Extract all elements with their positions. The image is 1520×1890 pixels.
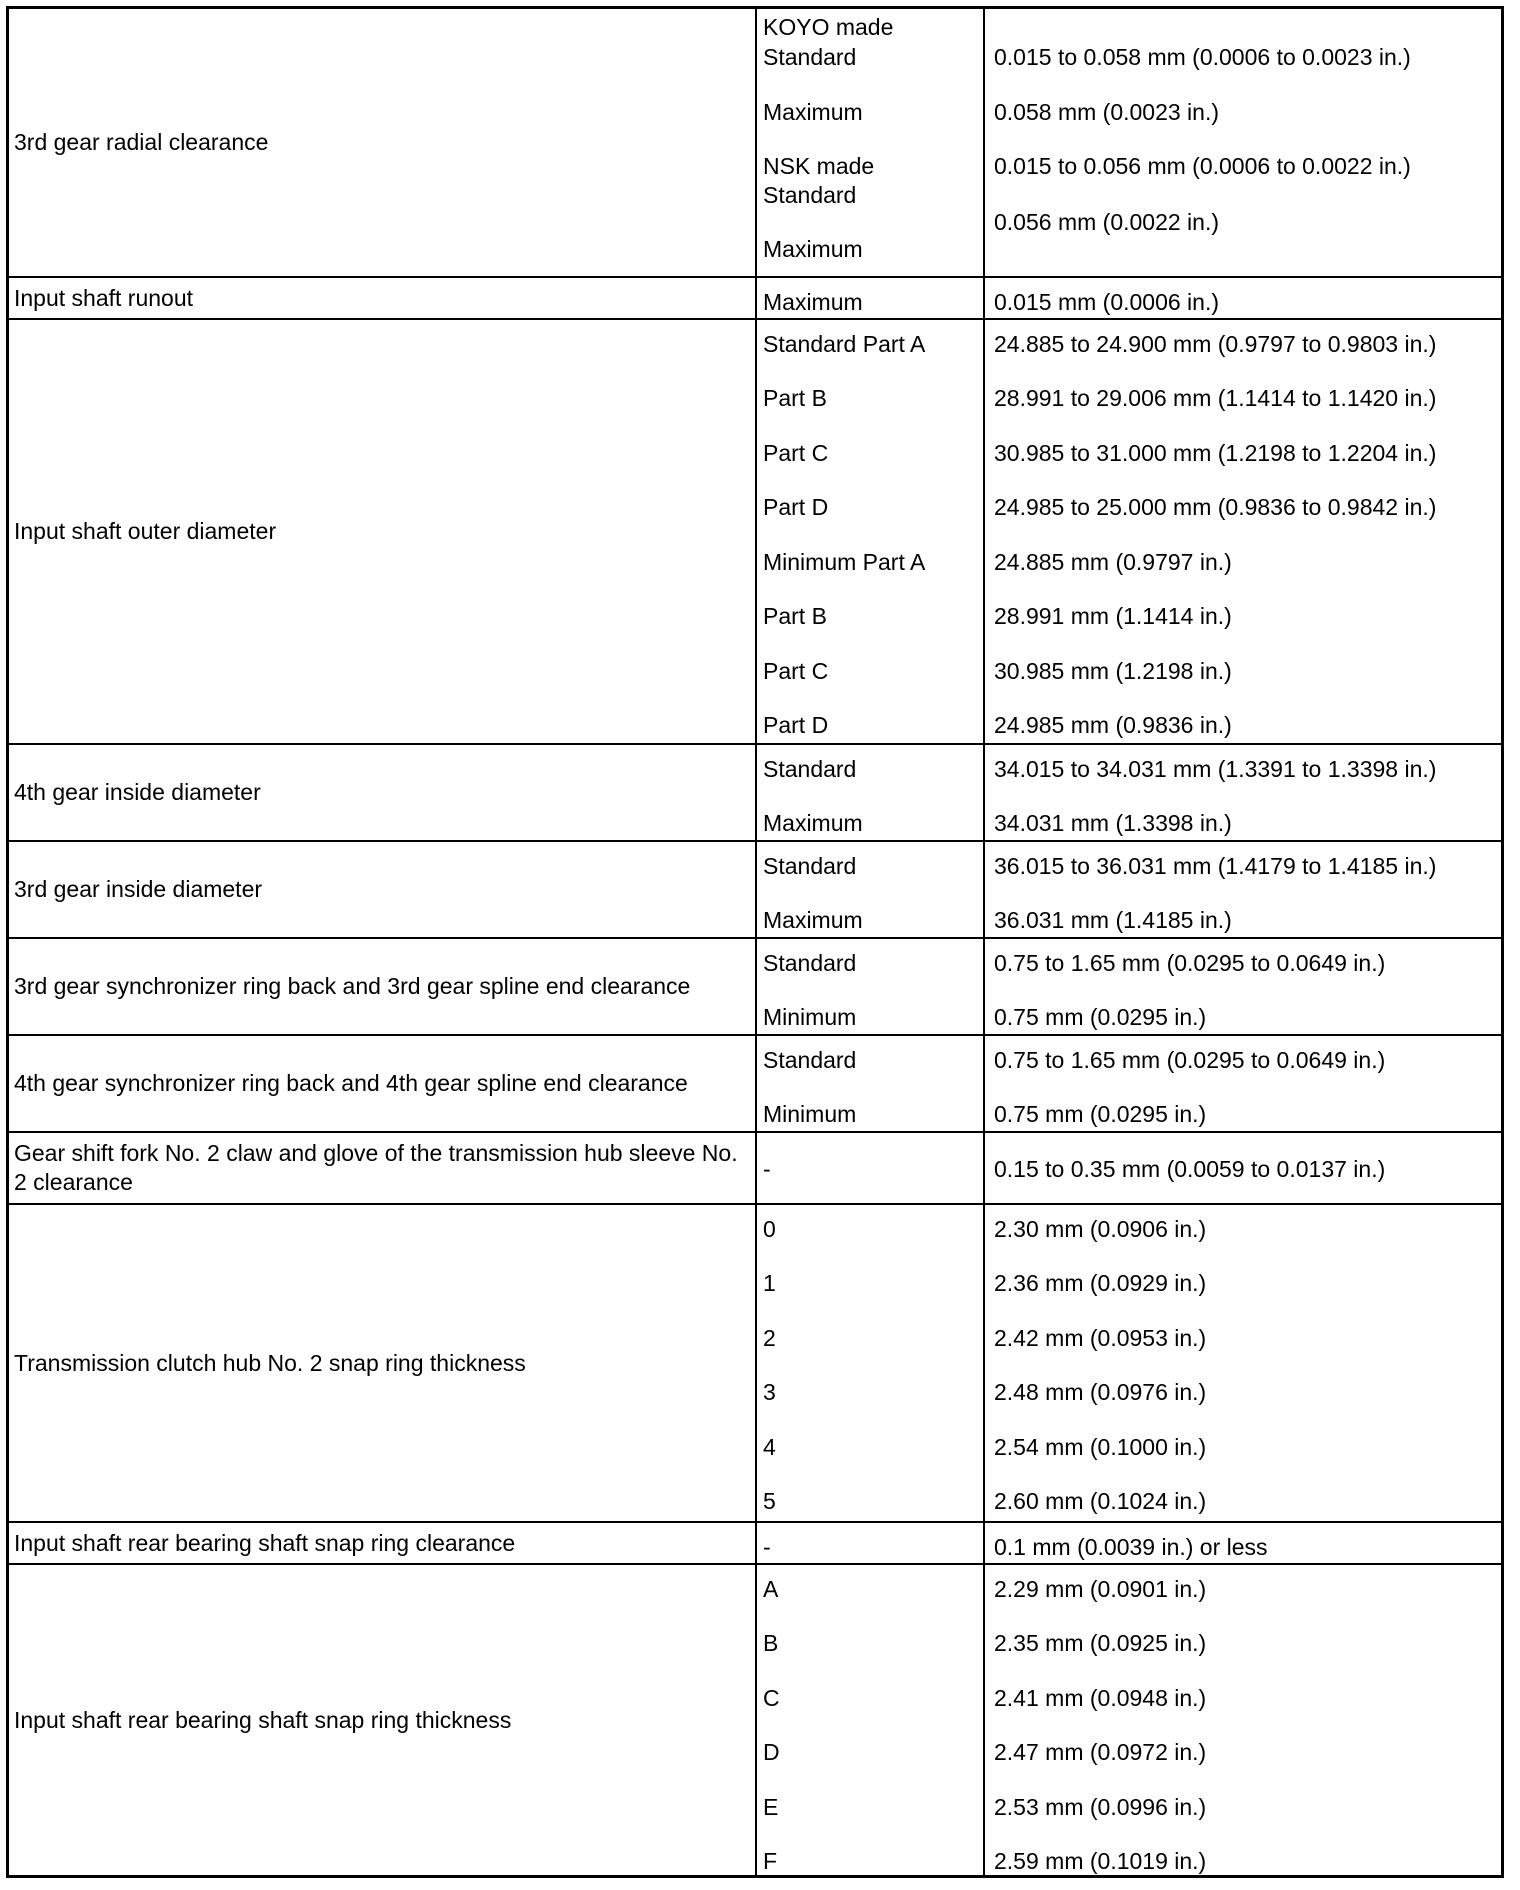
condition-label: 4	[763, 1434, 776, 1460]
spec-value: 0.15 to 0.35 mm (0.0059 to 0.0137 in.)	[994, 1156, 1386, 1182]
table-row	[9, 1131, 1501, 1203]
spec-value: 0.015 to 0.056 mm (0.0006 to 0.0022 in.)	[994, 153, 1411, 179]
condition-label: 0	[763, 1216, 776, 1242]
spec-value: 24.885 to 24.900 mm (0.9797 to 0.9803 in.)	[994, 331, 1437, 357]
table-row	[9, 840, 1501, 937]
spec-value: 2.48 mm (0.0976 in.)	[994, 1379, 1207, 1405]
item-label: 4th gear synchronizer ring back and 4th gear spline end clearance	[14, 1070, 688, 1096]
condition-label: C	[763, 1685, 780, 1711]
item-cell	[9, 1205, 757, 1521]
value-cell	[985, 1133, 1501, 1203]
condition-label: Maximum	[763, 907, 863, 933]
condition-label: 1	[763, 1270, 776, 1296]
table-row	[9, 276, 1501, 318]
condition-label: A	[763, 1576, 779, 1602]
condition-cell	[757, 320, 985, 743]
item-cell	[9, 1036, 757, 1131]
table-row	[9, 318, 1501, 743]
spec-value: 2.53 mm (0.0996 in.)	[994, 1794, 1207, 1820]
value-cell	[985, 745, 1501, 840]
spec-value: 0.75 mm (0.0295 in.)	[994, 1004, 1207, 1030]
spec-value: 2.60 mm (0.1024 in.)	[994, 1488, 1207, 1514]
condition-label: Standard	[763, 756, 857, 782]
condition-label: 3	[763, 1379, 776, 1405]
spec-value: 34.015 to 34.031 mm (1.3391 to 1.3398 in.)	[994, 756, 1437, 782]
condition-cell	[757, 939, 985, 1034]
item-label: Input shaft runout	[14, 284, 194, 311]
item-label: 4th gear inside diameter	[14, 779, 261, 805]
item-cell	[9, 745, 757, 840]
condition-label: Part B	[763, 385, 827, 411]
spec-value: 28.991 to 29.006 mm (1.1414 to 1.1420 in.)	[994, 385, 1437, 411]
table-row	[9, 743, 1501, 840]
value-cell	[985, 1565, 1501, 1875]
condition-label: E	[763, 1794, 779, 1820]
condition-cell	[757, 842, 985, 937]
item-label: 3rd gear inside diameter	[14, 876, 263, 902]
condition-label: 5	[763, 1488, 776, 1514]
condition-label: KOYO made	[763, 14, 894, 40]
value-cell	[985, 320, 1501, 743]
spec-value: 24.985 to 25.000 mm (0.9836 to 0.9842 in.)	[994, 494, 1437, 520]
table-row	[9, 9, 1501, 276]
spec-value: 0.015 to 0.058 mm (0.0006 to 0.0023 in.)	[994, 44, 1411, 70]
value-cell	[985, 1036, 1501, 1131]
spec-value: 0.058 mm (0.0023 in.)	[994, 99, 1220, 125]
condition-label: F	[763, 1848, 778, 1874]
spec-value: 2.29 mm (0.0901 in.)	[994, 1576, 1207, 1602]
spec-value: 0.015 mm (0.0006 in.)	[994, 289, 1220, 315]
condition-label: Standard	[763, 182, 857, 208]
spec-value: 30.985 mm (1.2198 in.)	[994, 658, 1232, 684]
item-cell	[9, 278, 757, 318]
spec-value: 34.031 mm (1.3398 in.)	[994, 810, 1232, 836]
item-cell	[9, 1133, 757, 1203]
item-label: Input shaft rear bearing shaft snap ring thickness	[14, 1706, 512, 1733]
condition-label: Standard	[763, 44, 857, 70]
condition-label: -	[763, 1156, 771, 1182]
condition-label: Part C	[763, 440, 829, 466]
condition-label: Standard Part A	[763, 331, 926, 357]
spec-value: 28.991 mm (1.1414 in.)	[994, 603, 1232, 629]
value-cell	[985, 278, 1501, 318]
condition-label: Maximum	[763, 289, 863, 315]
condition-label: Maximum	[763, 236, 863, 262]
spec-value: 2.30 mm (0.0906 in.)	[994, 1216, 1207, 1242]
table-row	[9, 1521, 1501, 1563]
condition-label: 2	[763, 1325, 776, 1351]
spec-table	[6, 6, 1504, 1878]
item-cell	[9, 9, 757, 276]
spec-value: 0.75 to 1.65 mm (0.0295 to 0.0649 in.)	[994, 950, 1386, 976]
spec-value: 30.985 to 31.000 mm (1.2198 to 1.2204 in.)	[994, 440, 1437, 466]
spec-value: 0.056 mm (0.0022 in.)	[994, 209, 1220, 235]
spec-value: 2.36 mm (0.0929 in.)	[994, 1270, 1207, 1296]
item-label: Input shaft rear bearing shaft snap ring clearance	[14, 1529, 516, 1556]
condition-label: B	[763, 1630, 779, 1656]
spec-value: 36.031 mm (1.4185 in.)	[994, 907, 1232, 933]
spec-value: 2.35 mm (0.0925 in.)	[994, 1630, 1207, 1656]
item-cell	[9, 939, 757, 1034]
item-label: Transmission clutch hub No. 2 snap ring thickness	[14, 1349, 526, 1376]
table-row	[9, 937, 1501, 1034]
value-cell	[985, 1205, 1501, 1521]
item-label: Gear shift fork No. 2 claw and glove of the transmission hub sleeve No. 2 clearance	[14, 1140, 738, 1195]
value-cell	[985, 939, 1501, 1034]
spec-value: 2.47 mm (0.0972 in.)	[994, 1739, 1207, 1765]
value-cell	[985, 9, 1501, 276]
condition-cell	[757, 1565, 985, 1875]
spec-value: 0.1 mm (0.0039 in.) or less	[994, 1534, 1268, 1560]
condition-label: Standard	[763, 853, 857, 879]
value-cell	[985, 1523, 1501, 1563]
condition-cell	[757, 1523, 985, 1563]
condition-label: Minimum	[763, 1101, 857, 1127]
spec-value: 2.41 mm (0.0948 in.)	[994, 1685, 1207, 1711]
condition-cell	[757, 1205, 985, 1521]
condition-label: Part D	[763, 494, 829, 520]
condition-cell	[757, 1036, 985, 1131]
item-cell	[9, 320, 757, 743]
condition-label: Maximum	[763, 810, 863, 836]
condition-label: Standard	[763, 1047, 857, 1073]
item-label: Input shaft outer diameter	[14, 518, 277, 544]
spec-value: 24.885 mm (0.9797 in.)	[994, 549, 1232, 575]
spec-value: 24.985 mm (0.9836 in.)	[994, 712, 1232, 738]
condition-cell	[757, 9, 985, 276]
spec-value: 2.59 mm (0.1019 in.)	[994, 1848, 1207, 1874]
spec-value: 2.54 mm (0.1000 in.)	[994, 1434, 1207, 1460]
item-cell	[9, 1523, 757, 1563]
condition-label: Maximum	[763, 99, 863, 125]
condition-cell	[757, 1133, 985, 1203]
spec-value: 36.015 to 36.031 mm (1.4179 to 1.4185 in.)	[994, 853, 1437, 879]
table-row	[9, 1563, 1501, 1875]
table-row	[9, 1203, 1501, 1521]
condition-label: -	[763, 1534, 771, 1560]
spec-value: 0.75 to 1.65 mm (0.0295 to 0.0649 in.)	[994, 1047, 1386, 1073]
condition-label: Part D	[763, 712, 829, 738]
condition-label: Part B	[763, 603, 827, 629]
spec-value: 2.42 mm (0.0953 in.)	[994, 1325, 1207, 1351]
condition-label: D	[763, 1739, 780, 1765]
condition-cell	[757, 745, 985, 840]
item-label: 3rd gear radial clearance	[14, 129, 269, 155]
condition-label: Standard	[763, 950, 857, 976]
spec-value: 0.75 mm (0.0295 in.)	[994, 1101, 1207, 1127]
table-row	[9, 1034, 1501, 1131]
condition-label: Part C	[763, 658, 829, 684]
item-cell	[9, 842, 757, 937]
condition-cell	[757, 278, 985, 318]
condition-label: Minimum	[763, 1004, 857, 1030]
condition-label: Minimum Part A	[763, 549, 926, 575]
value-cell	[985, 842, 1501, 937]
condition-label: NSK made	[763, 153, 875, 179]
item-label: 3rd gear synchronizer ring back and 3rd gear spline end clearance	[14, 973, 691, 999]
item-cell	[9, 1565, 757, 1875]
